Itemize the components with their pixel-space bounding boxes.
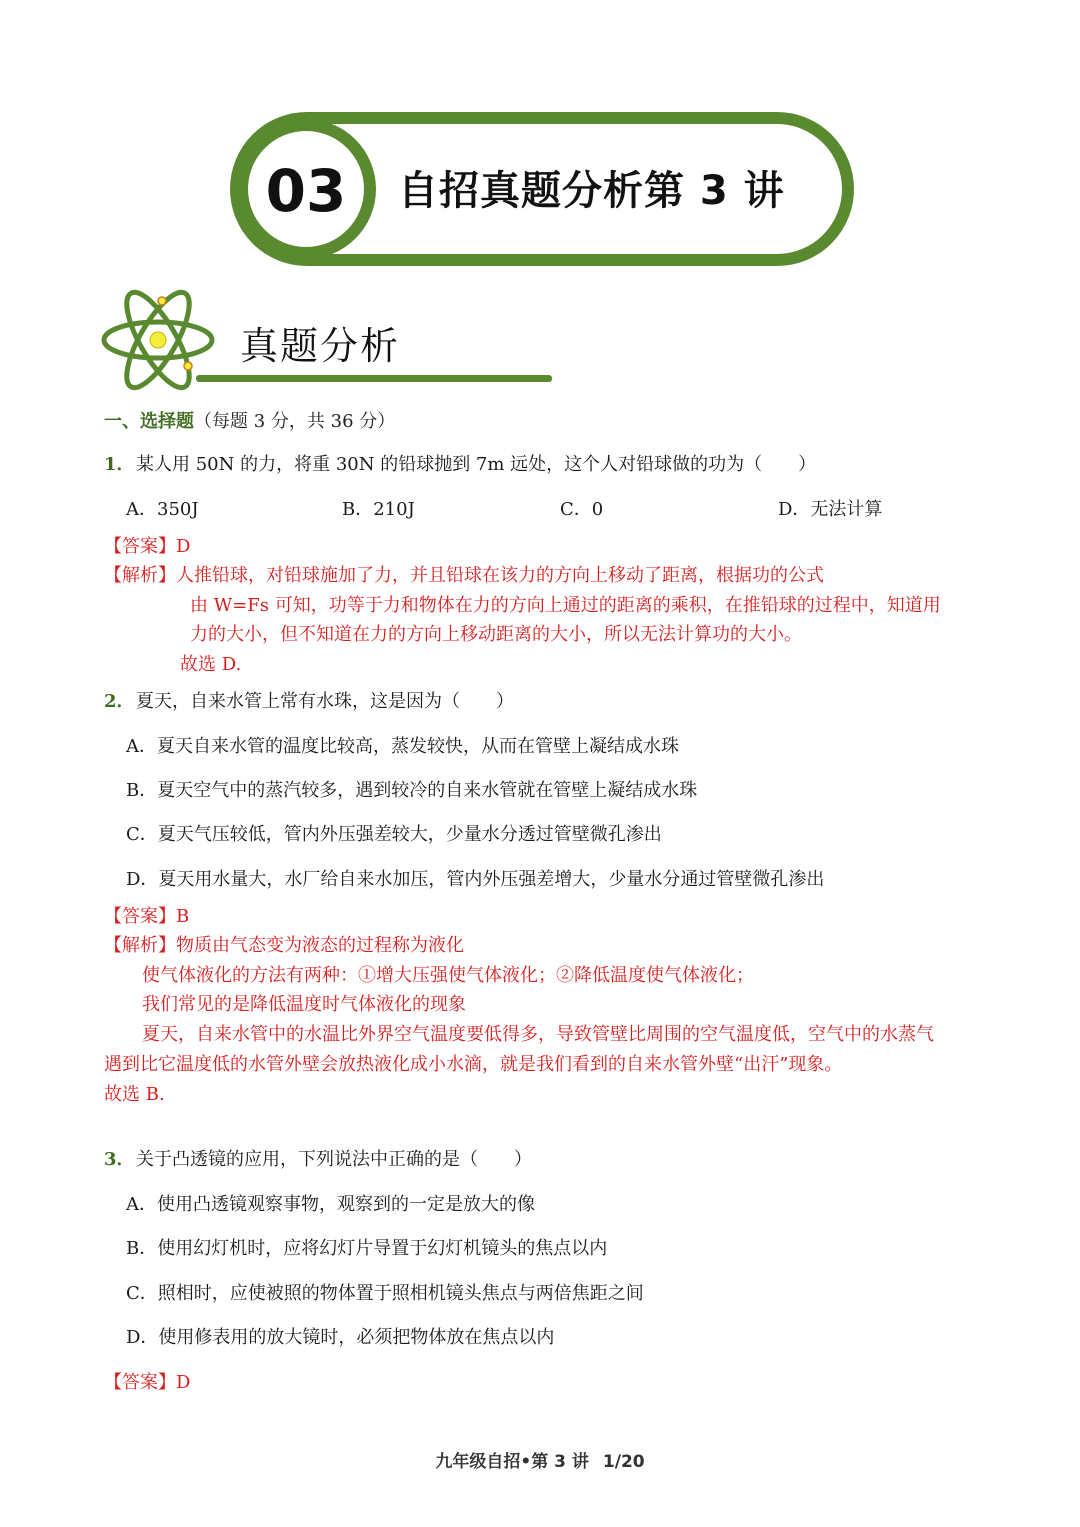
heading-note: （每题 3 分，共 36 分） (194, 411, 396, 432)
question-stem: 夏天，自来水管上常有水珠，这是因为（ ） (136, 691, 514, 712)
analysis-text: 使气体液化的方法有两种：①增大压强使气体液化；②降低温度使气体液化； (142, 965, 754, 986)
option: D．无法计算 (778, 499, 883, 520)
analysis-text: 人推铅球，对铅球施加了力，并且铅球在该力的方向上移动了距离，根据功的公式 (176, 565, 824, 586)
answer-value: B (176, 906, 190, 927)
answer-line (104, 533, 190, 561)
section-underline (196, 375, 552, 382)
question-number: 3． (104, 1149, 135, 1170)
page-footer (0, 1447, 1080, 1472)
option: D．使用修表用的放大镜时，必须把物体放在焦点以内 (126, 1327, 555, 1348)
question-stem: 关于凸透镜的应用，下列说法中正确的是（ ） (136, 1149, 532, 1170)
option: B．夏天空气中的蒸汽较多，遇到较冷的自来水管就在管壁上凝结成水珠 (126, 780, 698, 801)
answer-line (104, 1369, 190, 1397)
answer-label: 【答案】 (104, 536, 176, 557)
option: C．照相时，应使被照的物体置于照相机镜头焦点与两倍焦距之间 (126, 1283, 644, 1304)
analysis-text: 物质由气态变为液态的过程称为液化 (176, 935, 464, 956)
answer-label: 【答案】 (104, 1372, 176, 1393)
option: D．夏天用水量大，水厂给自来水加压，管内外压强差增大，少量水分通过管壁微孔渗出 (126, 869, 825, 890)
option: A．夏天自来水管的温度比较高，蒸发较快，从而在管壁上凝结成水珠 (126, 736, 679, 757)
option: A．使用凸透镜观察事物，观察到的一定是放大的像 (126, 1194, 535, 1215)
analysis-text: 遇到比它温度低的水管外壁会放热液化成小水滴，就是我们看到的自来水管外壁“出汗”现象。 (104, 1054, 843, 1075)
analysis-text: 故选 D. (180, 654, 242, 675)
analysis-text: 故选 B. (104, 1084, 165, 1105)
analysis-text: 由 W=Fs 可知，功等于力和物体在力的方向上通过的距离的乘积，在推铅球的过程中，知道用 (190, 595, 941, 616)
footer-text: 九年级自招•第 3 讲 (435, 1452, 589, 1472)
option: C．夏天气压较低，管内外压强差较大，少量水分透过管壁微孔渗出 (126, 824, 662, 845)
answer-value: D (176, 536, 191, 557)
lecture-number: 03 (265, 157, 347, 225)
answer-label: 【答案】 (104, 906, 176, 927)
option: B．使用幻灯机时，应将幻灯片导置于幻灯机镜头的焦点以内 (126, 1238, 608, 1259)
section-title: 真题分析 (240, 324, 401, 368)
option: A．350J (126, 499, 199, 520)
lecture-title: 自招真题分析第 3 讲 (398, 168, 785, 214)
analysis-label: 【解析】 (104, 935, 176, 956)
question-group-heading (104, 408, 395, 436)
analysis-text: 夏天，自来水管中的水温比外界空气温度要低得多，导致管壁比周围的空气温度低，空气中的水蒸气 (142, 1024, 934, 1045)
question-number: 2． (104, 691, 135, 712)
option: C．0 (560, 499, 604, 520)
question-1 (104, 451, 816, 479)
question-2 (104, 688, 514, 716)
option: B．210J (342, 499, 415, 520)
analysis-text: 力的大小，但不知道在力的方向上移动距离的大小，所以无法计算功的大小。 (190, 624, 802, 645)
answer-value: D (176, 1372, 191, 1393)
heading-label: 一、选择题 (104, 411, 194, 432)
analysis-text: 我们常见的是降低温度时气体液化的现象 (142, 994, 466, 1015)
question-stem: 某人用 50N 的力，将重 30N 的铅球抛到 7m 远处，这个人对铅球做的功为（ ） (136, 454, 817, 475)
answer-line (104, 903, 189, 931)
question-3 (104, 1146, 532, 1174)
page-number: 1/20 (602, 1452, 645, 1472)
analysis-line (104, 562, 824, 590)
question-number: 1． (104, 454, 135, 475)
analysis-label: 【解析】 (104, 565, 176, 586)
analysis-line (104, 932, 464, 960)
